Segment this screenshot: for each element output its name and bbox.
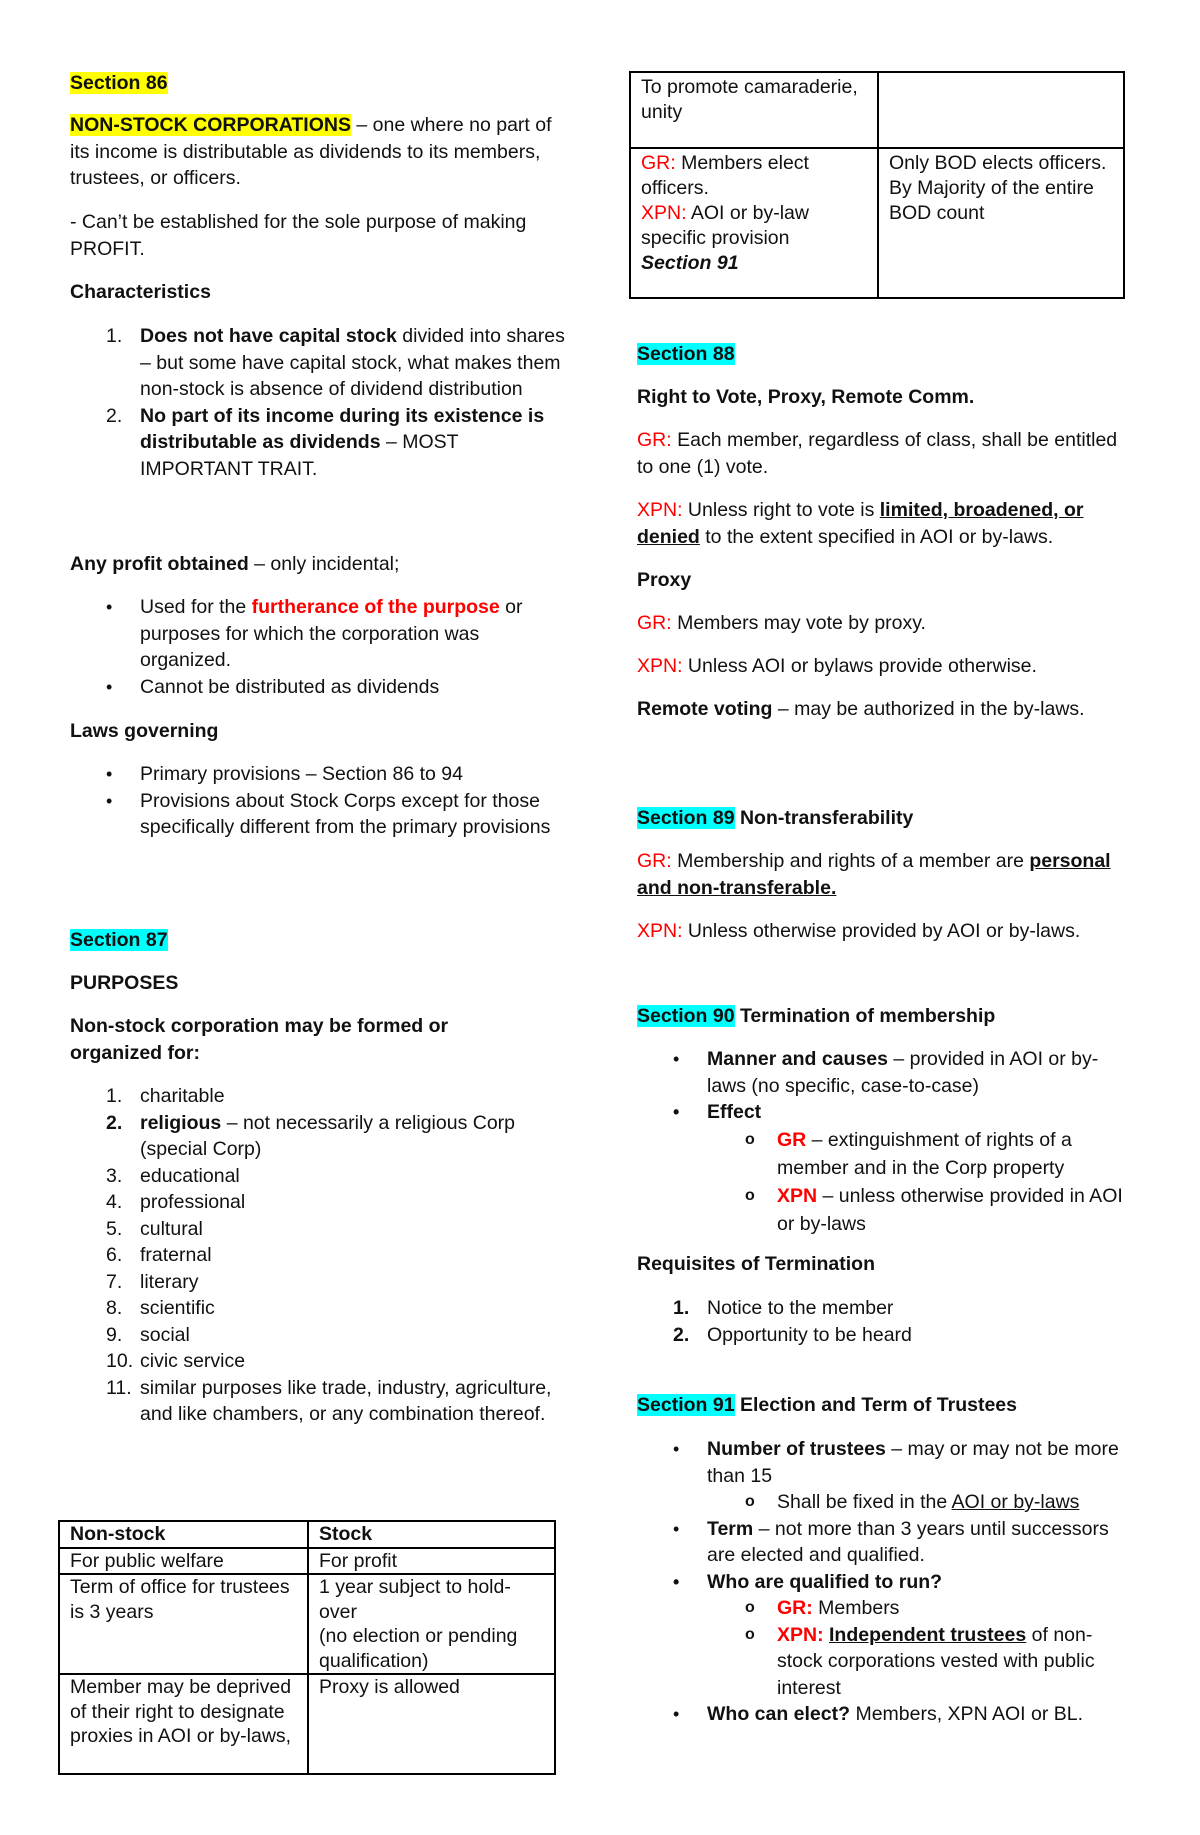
s90-list — [637, 1046, 1137, 1238]
list-item: • Who are qualified to run? — [637, 1569, 1137, 1596]
table-header-nonstock: Non-stock — [59, 1521, 308, 1548]
profit-line: Any profit obtained – only incidental; — [70, 553, 400, 575]
s86-note: - Can’t be established for the sole purpose of making PROFIT. — [70, 211, 527, 260]
list-item: 2. religious – not necessarily a religious Corp (special Corp) — [106, 1111, 516, 1160]
bullet-icon: • — [673, 1439, 680, 1459]
bullet-icon: • — [673, 1704, 680, 1724]
section-91-heading: Section 91 Election and Term of Trustees — [637, 1394, 1018, 1416]
officers-table — [629, 71, 1125, 299]
bullet-icon: • — [673, 1518, 680, 1539]
list-item: • Term – not more than 3 years until successors are elected and qualified. — [673, 1517, 1109, 1566]
list-item: • Provisions about Stock Corps except for those specifically different from the primary provisions — [106, 789, 551, 838]
list-item: • Cannot be distributed as dividends — [70, 674, 570, 701]
list-item: 11. similar purposes like trade, industry, agriculture, and like chambers, or any combination thereof. — [106, 1376, 552, 1425]
list-item: • Effect — [637, 1099, 1137, 1126]
list-item: 6. fraternal — [106, 1244, 212, 1266]
list-item: 10. civic service — [106, 1350, 246, 1372]
list-item: • Primary provisions – Section 86 to 94 — [70, 761, 570, 788]
table-cell: To promote camaraderie, unity — [630, 72, 878, 148]
bullet-icon: • — [673, 1102, 680, 1122]
list-item: 8. scientific — [106, 1297, 215, 1319]
s88-gr: GR: Each member, regardless of class, shall be entitled to one (1) vote. — [637, 429, 1118, 478]
list-item: 1. charitable — [106, 1085, 225, 1107]
s89-xpn: XPN: Unless otherwise provided by AOI or by-laws. — [637, 920, 1081, 942]
table-cell: 1 year subject to hold-over (no election or pending qualification) — [308, 1574, 555, 1674]
purposes-list — [70, 1083, 570, 1428]
s91-list — [637, 1436, 1137, 1728]
purposes-lead: Non-stock corporation may be formed or organized for: — [70, 1015, 449, 1064]
list-item: 3. educational — [106, 1164, 240, 1187]
requisites-list — [637, 1295, 1137, 1348]
s89-gr: GR: Membership and rights of a member are personal and non-transferable. — [637, 850, 1111, 899]
laws-list — [70, 761, 570, 841]
table-cell: Only BOD elects officers. By Majority of the entire BOD count — [878, 148, 1124, 298]
list-item: 4. professional — [106, 1191, 246, 1213]
s88-xpn: XPN: Unless right to vote is limited, broadened, or denied to the extent specified in AOI or by-laws. — [637, 499, 1084, 548]
section-89-heading: Section 89 Non-transferability — [637, 807, 914, 829]
list-subitem: o XPN – unless otherwise provided in AOI or by-laws — [637, 1182, 1137, 1238]
bullet-icon: • — [673, 1049, 680, 1069]
table-cell: Proxy is allowed — [308, 1674, 555, 1774]
list-subitem: o XPN: Independent trustees of non-stock corporations vested with public interest — [745, 1623, 1095, 1699]
table-cell: Member may be deprived of their right to designate proxies in AOI or by-laws, — [59, 1674, 308, 1774]
table-cell: For profit — [308, 1548, 555, 1575]
list-subitem: o GR – extinguishment of rights of a member and in the Corp property — [637, 1126, 1137, 1182]
remote-voting: Remote voting – may be authorized in the by-laws. — [637, 698, 1085, 720]
sub-bullet-icon: o — [745, 1599, 755, 1616]
sub-bullet-icon: o — [745, 1186, 755, 1204]
list-item: 9. social — [106, 1323, 190, 1346]
profit-list — [70, 594, 570, 700]
requisites-heading: Requisites of Termination — [637, 1253, 875, 1275]
characteristics-list — [70, 323, 570, 482]
list-item: 1. Notice to the member — [673, 1297, 894, 1319]
section-86-heading: Section 86 — [70, 72, 168, 94]
list-item: 5. cultural — [106, 1217, 203, 1240]
sub-bullet-icon: o — [745, 1493, 755, 1510]
table-cell: GR: Members elect officers. XPN: AOI or by-law specific provision Section 91 — [630, 148, 878, 298]
list-item: 7. literary — [106, 1270, 199, 1293]
bullet-icon: • — [106, 790, 113, 811]
section-88-heading: Section 88 — [637, 343, 735, 365]
list-subitem: o Shall be fixed in the AOI or by-laws — [637, 1489, 1137, 1516]
proxy-gr: GR: Members may vote by proxy. — [637, 612, 926, 634]
table-cell — [878, 72, 1124, 148]
list-item: 2. Opportunity to be heard — [673, 1323, 912, 1346]
table-cell: For public welfare — [59, 1548, 308, 1575]
list-item: • Manner and causes – provided in AOI or by-laws (no specific, case-to-case) — [673, 1048, 1099, 1097]
list-item: 2. No part of its income during its existence is distributable as dividends – MOST IMPORTANT TRAIT. — [106, 404, 545, 480]
bullet-icon: • — [106, 764, 113, 784]
sub-bullet-icon: o — [745, 1625, 755, 1643]
comparison-table — [58, 1520, 556, 1775]
table-cell: Term of office for trustees is 3 years — [59, 1574, 308, 1674]
proxy-xpn: XPN: Unless AOI or bylaws provide otherwise. — [637, 655, 1037, 677]
sub-bullet-icon: o — [745, 1130, 755, 1148]
proxy-heading: Proxy — [637, 569, 692, 591]
list-item: • Number of trustees – may or may not be more than 15 — [673, 1438, 1119, 1487]
characteristics-heading: Characteristics — [70, 281, 211, 303]
section-90-heading: Section 90 Termination of membership — [637, 1005, 996, 1027]
list-item: • Who can elect? Members, XPN AOI or BL. — [637, 1701, 1137, 1728]
table-header-stock: Stock — [308, 1521, 555, 1548]
bullet-icon: • — [673, 1571, 680, 1592]
list-item: 1. Does not have capital stock divided into shares – but some have capital stock, what makes them non-stock is absence of dividend distribution — [106, 325, 565, 400]
laws-heading: Laws governing — [70, 720, 219, 742]
bullet-icon: • — [106, 597, 113, 617]
bullet-icon: • — [106, 676, 113, 697]
list-item: • Used for the furtherance of the purpose or purposes for which the corporation was organized. — [106, 596, 523, 671]
s86-definition: NON-STOCK CORPORATIONS – one where no part of its income is distributable as dividends to its members, trustees, or officers. — [70, 114, 552, 189]
list-subitem: o GR: Members — [637, 1595, 1137, 1622]
s88-subtitle: Right to Vote, Proxy, Remote Comm. — [637, 386, 975, 408]
section-87-heading: Section 87 — [70, 929, 168, 951]
purposes-heading: PURPOSES — [70, 972, 179, 994]
